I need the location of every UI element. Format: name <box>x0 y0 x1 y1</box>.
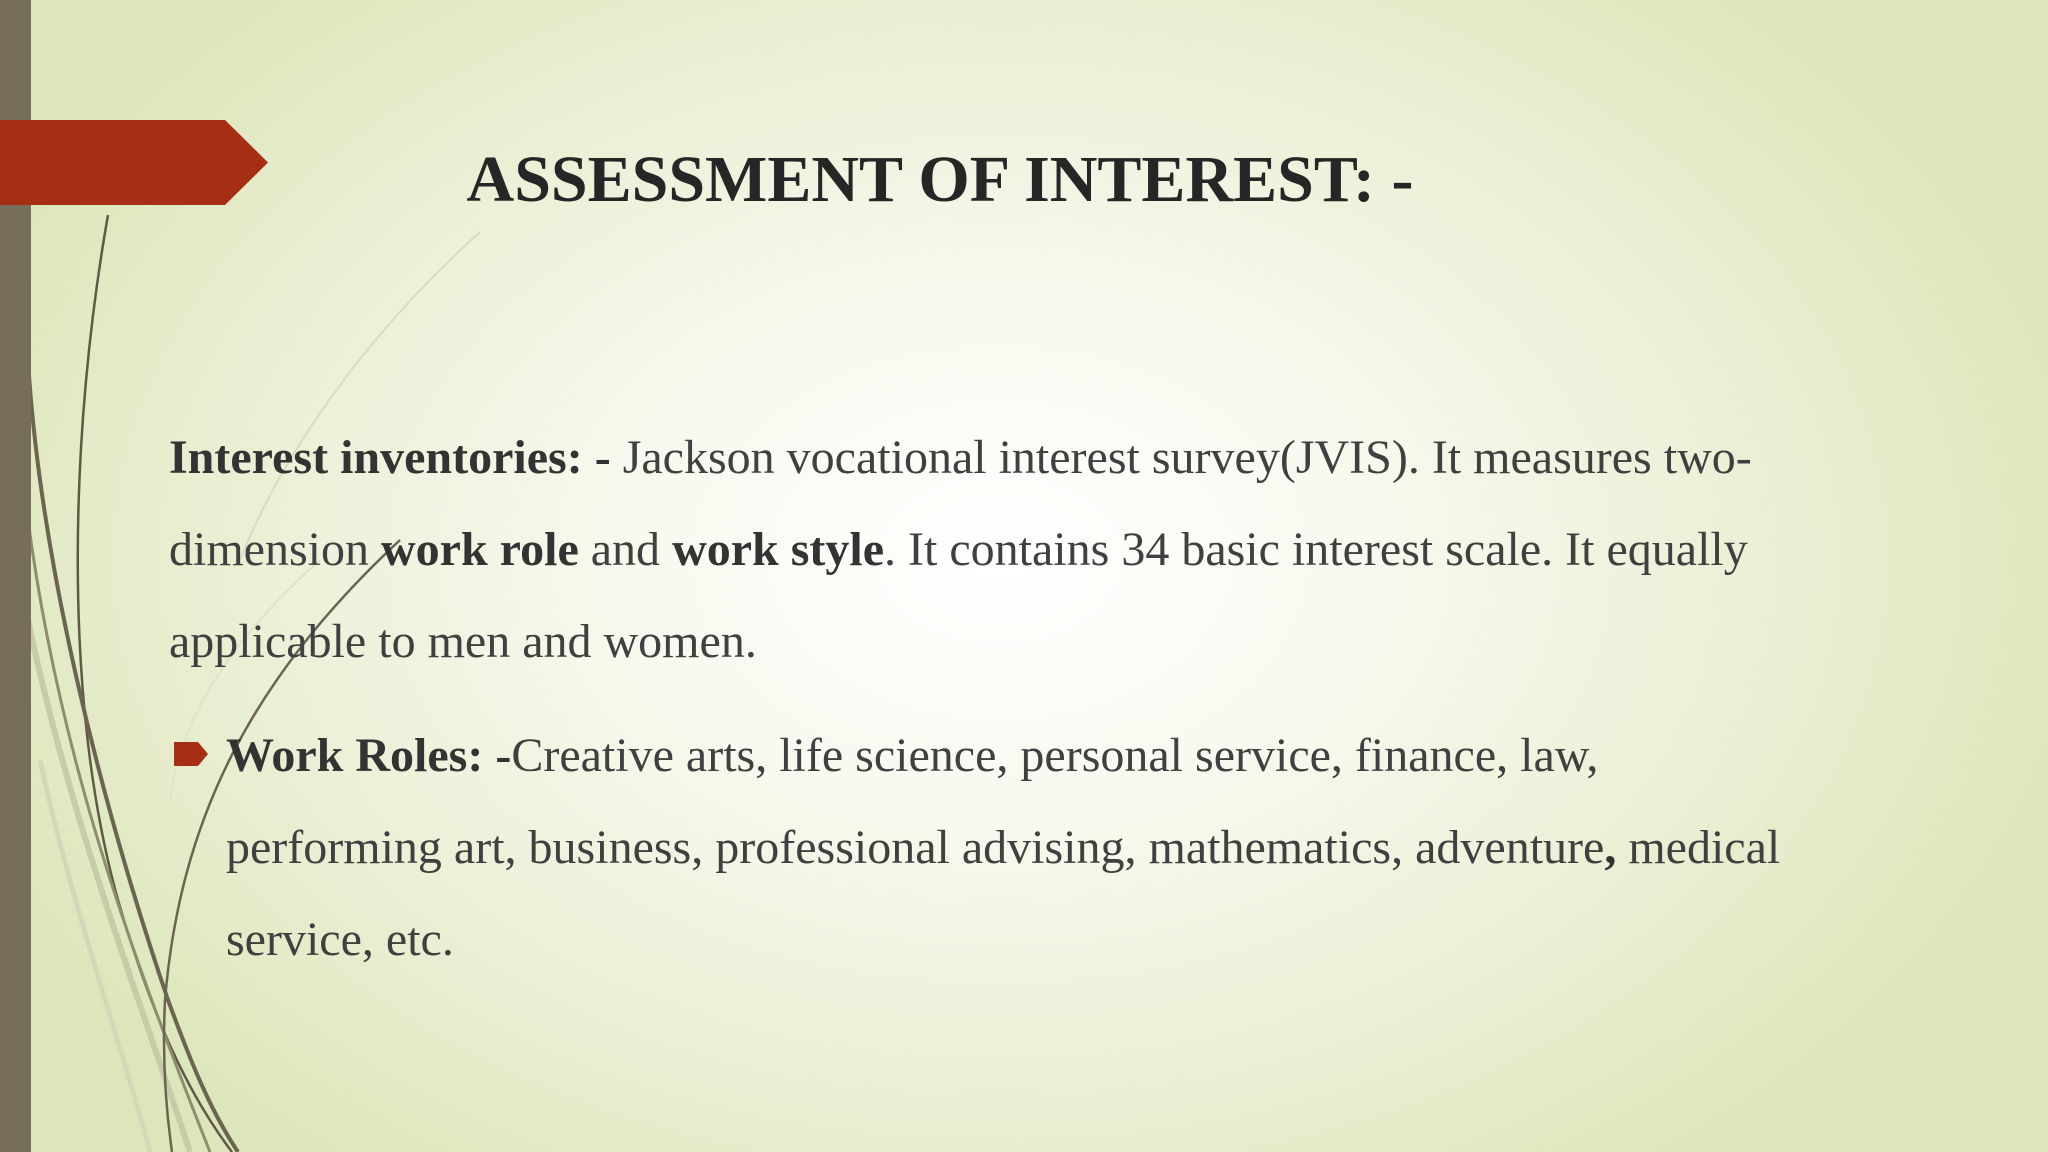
arrow-bullet-icon <box>174 736 214 772</box>
work-roles-trailing-comma: , <box>1604 821 1617 874</box>
interest-inventories-label: Interest inventories: - <box>169 431 611 484</box>
paragraph-text-1: Jackson vocational interest survey(JVIS). It measures two-dimension <box>169 431 1752 576</box>
paragraph-text-2: and <box>578 523 673 576</box>
slide-title: ASSESSMENT OF INTEREST: - <box>466 143 1414 216</box>
work-roles-text-end: medical service, etc. <box>226 821 1781 966</box>
paragraph-text-3: . It contains 34 basic interest scale. It equally applicable to men and women. <box>169 523 1748 668</box>
work-style-term: work style <box>672 523 885 576</box>
work-roles-bullet <box>226 710 1826 986</box>
work-role-term: work role <box>381 523 579 576</box>
interest-inventories-paragraph <box>169 412 1869 688</box>
work-roles-label: Work Roles: - <box>226 729 512 782</box>
work-roles-text: Creative arts, life science, personal service, finance, law, performing art, business, professional advising, mathematics, adventure <box>226 729 1605 874</box>
